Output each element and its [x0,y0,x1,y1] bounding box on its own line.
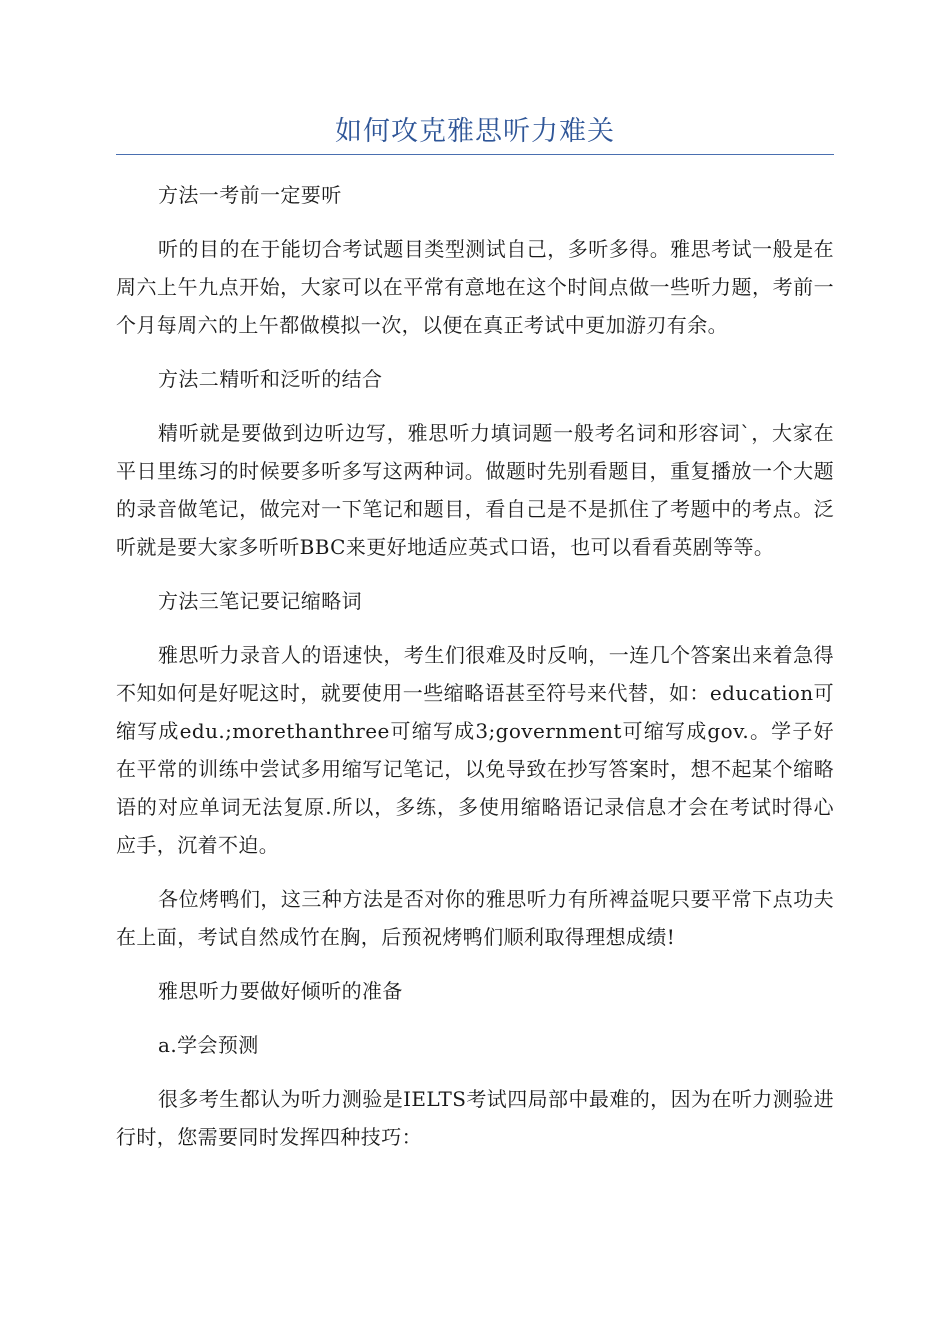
heading-method-two: 方法二精听和泛听的结合 [158,367,383,391]
heading-listening-preparation: 雅思听力要做好倾听的准备 [158,979,403,1003]
heading-method-three: 方法三笔记要记缩略词 [158,589,362,613]
title-underline [116,154,834,155]
paragraph-method-three: 雅思听力录音人的语速快，考生们很难及时反响，一连几个答案出来着急得不知如何是好呢这时，就要使用一些缩略语甚至符号来代替，如：education可缩写成edu.;morethanthree可缩写成3;government可缩写成gov.。学子好在平常的训练中尝试多用缩写记笔记，以免导致在抄写答案时，想不起某个缩略语的对应单词无法复原.所以，多练，多使用缩略语记录信息才会在考试时得心应手，沉着不迫。 [116,643,834,857]
paragraph-method-one: 听的目的在于能切合考试题目类型测试自己，多听多得。雅思考试一般是在周六上午九点开始，大家可以在平常有意地在这个时间点做一些听力题，考前一个月每周六的上午都做模拟一次，以便在真正考试中更加游刃有余。 [116,237,834,337]
document-title: 如何攻克雅思听力难关 [335,116,615,147]
paragraph-method-two: 精听就是要做到边听边写，雅思听力填词题一般考名词和形容词`，大家在平日里练习的时候要多听多写这两种词。做题时先别看题目，重复播放一个大题的录音做笔记，做完对一下笔记和题目，看自己是不是抓住了考题中的考点。泛听就是要大家多听听BBC来更好地适应英式口语，也可以看看英剧等等。 [116,421,834,559]
document-body [116,176,834,1156]
subheading-prediction: a.学会预测 [158,1033,259,1057]
paragraph-prediction: 很多考生都认为听力测验是IELTS考试四局部中最难的，因为在听力测验进行时，您需要同时发挥四种技巧： [116,1087,834,1149]
heading-method-one: 方法一考前一定要听 [158,183,342,207]
paragraph-summary: 各位烤鸭们，这三种方法是否对你的雅思听力有所裨益呢只要平常下点功夫在上面，考试自然成竹在胸，后预祝烤鸭们顺利取得理想成绩! [116,887,834,949]
